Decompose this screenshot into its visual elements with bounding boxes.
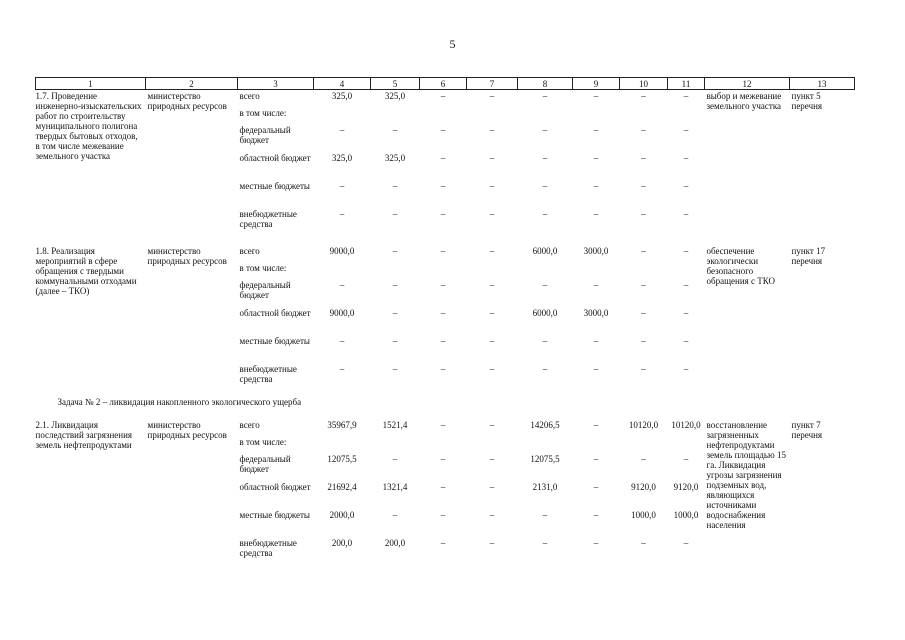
value-cell: –: [542, 153, 548, 163]
value-cell: –: [489, 336, 495, 346]
value-cell: –: [593, 336, 599, 346]
funding-source-label: местные бюджеты: [239, 181, 310, 191]
value-cell: [314, 436, 371, 453]
funding-source-label: внебюджетные средства: [239, 364, 297, 384]
value-cell: –: [440, 91, 446, 101]
value-cell: –: [593, 510, 599, 520]
table-body: [36, 90, 855, 566]
header-cell: 4: [314, 78, 371, 90]
value-cell: –: [489, 510, 495, 520]
header-cell: 10: [620, 78, 668, 90]
value-cell: 14206,5: [530, 420, 560, 430]
value-cell: –: [392, 280, 398, 290]
funding-source-label: областной бюджет: [239, 482, 311, 492]
value-cell: [371, 107, 420, 124]
header-cell: 3: [238, 78, 314, 90]
value-cell: –: [641, 153, 646, 163]
value-cell: –: [542, 510, 548, 520]
value-cell: –: [440, 246, 446, 256]
value-cell: 9120,0: [631, 482, 656, 492]
value-cell: [420, 262, 467, 279]
funding-source-label: в том числе:: [239, 108, 287, 118]
value-cell: –: [392, 125, 398, 135]
value-cell: –: [683, 91, 689, 101]
value-cell: –: [489, 125, 495, 135]
value-cell: 3000,0: [583, 246, 609, 256]
value-cell: –: [593, 181, 599, 191]
value-cell: [467, 262, 518, 279]
value-cell: [467, 436, 518, 453]
value-cell: [467, 107, 518, 124]
value-cell: –: [593, 91, 599, 101]
value-cell: –: [392, 181, 398, 191]
value-cell: 325,0: [384, 153, 406, 163]
header-cell: 5: [371, 78, 420, 90]
value-cell: –: [440, 209, 446, 219]
value-cell: –: [593, 209, 599, 219]
value-cell: –: [392, 364, 398, 374]
value-cell: –: [440, 454, 446, 464]
value-cell: –: [489, 246, 495, 256]
table-row: [36, 419, 855, 436]
value-cell: [314, 262, 371, 279]
program-table: [35, 77, 855, 565]
cell-c13: пункт 5 перечня: [791, 91, 823, 111]
value-cell: –: [489, 91, 495, 101]
value-cell: 10120,0: [671, 420, 701, 430]
value-cell: –: [339, 336, 345, 346]
value-cell: –: [593, 538, 599, 548]
task-heading: Задача № 2 – ликвидация накопленного экологического ущерба: [57, 397, 302, 407]
value-cell: –: [489, 420, 495, 430]
value-cell: –: [683, 364, 689, 374]
value-cell: –: [489, 280, 495, 290]
value-cell: –: [593, 454, 599, 464]
header-cell: 6: [420, 78, 467, 90]
value-cell: [573, 262, 620, 279]
value-cell: [518, 262, 573, 279]
funding-source-label: всего: [239, 91, 260, 101]
value-cell: –: [641, 308, 646, 318]
value-cell: –: [440, 125, 446, 135]
value-cell: –: [440, 153, 446, 163]
value-cell: [518, 107, 573, 124]
value-cell: –: [641, 280, 646, 290]
value-cell: –: [339, 209, 345, 219]
value-cell: 9120,0: [673, 482, 699, 492]
value-cell: 12075,5: [327, 454, 357, 464]
table-row: [36, 90, 855, 108]
value-cell: –: [641, 246, 646, 256]
value-cell: –: [440, 308, 446, 318]
cell-c13: пункт 7 перечня: [791, 420, 823, 440]
value-cell: 2000,0: [329, 510, 355, 520]
cell-c12: обеспечение экологически безопасного обращения с ТКО: [706, 246, 776, 286]
task-row: [36, 391, 855, 419]
table-row: [36, 245, 855, 262]
value-cell: –: [542, 125, 548, 135]
header-cell: 9: [573, 78, 620, 90]
value-cell: [620, 262, 668, 279]
value-cell: –: [683, 336, 689, 346]
value-cell: –: [489, 454, 495, 464]
value-cell: [668, 436, 705, 453]
value-cell: –: [542, 209, 548, 219]
value-cell: [668, 262, 705, 279]
value-cell: [620, 107, 668, 124]
value-cell: 1321,4: [382, 482, 408, 492]
value-cell: –: [489, 153, 495, 163]
funding-source-label: федеральный бюджет: [239, 125, 291, 145]
cell-c2: министерство природных ресурсов: [147, 91, 227, 111]
value-cell: –: [641, 181, 646, 191]
value-cell: 9000,0: [329, 308, 355, 318]
value-cell: –: [593, 153, 599, 163]
value-cell: –: [489, 181, 495, 191]
value-cell: –: [542, 91, 548, 101]
value-cell: 12075,5: [530, 454, 560, 464]
value-cell: –: [392, 246, 398, 256]
value-cell: –: [683, 153, 689, 163]
value-cell: 6000,0: [532, 308, 558, 318]
value-cell: –: [489, 538, 495, 548]
value-cell: –: [641, 91, 646, 101]
value-cell: –: [440, 482, 446, 492]
value-cell: 325,0: [384, 91, 406, 101]
value-cell: –: [440, 538, 446, 548]
cell-c1: 1.8. Реализация мероприятий в сфере обращения с твердыми коммунальными отходами (далее – ТКО): [35, 246, 137, 296]
value-cell: 2131,0: [532, 482, 558, 492]
value-cell: –: [392, 510, 398, 520]
value-cell: 10120,0: [628, 420, 659, 430]
cell-c2: министерство природных ресурсов: [147, 420, 227, 440]
value-cell: 325,0: [331, 153, 353, 163]
value-cell: –: [593, 125, 599, 135]
value-cell: –: [683, 246, 689, 256]
value-cell: –: [440, 336, 446, 346]
cell-c1: 1.7. Проведение инженерно-изыскательских работ по строительству муниципального полигона твердых бытовых отходов, в том числе межевание земельного участка: [35, 91, 142, 161]
value-cell: –: [542, 280, 548, 290]
header-cell: 8: [518, 78, 573, 90]
value-cell: [518, 436, 573, 453]
value-cell: –: [593, 420, 599, 430]
value-cell: –: [440, 181, 446, 191]
funding-source-label: местные бюджеты: [239, 510, 310, 520]
header-cell: 13: [790, 78, 855, 90]
value-cell: –: [683, 454, 689, 464]
funding-source-label: областной бюджет: [239, 153, 311, 163]
header-cell: 12: [705, 78, 790, 90]
value-cell: [573, 436, 620, 453]
value-cell: –: [641, 364, 646, 374]
funding-source-label: федеральный бюджет: [239, 454, 291, 474]
value-cell: [371, 262, 420, 279]
funding-source-label: внебюджетные средства: [239, 538, 297, 558]
value-cell: –: [339, 364, 345, 374]
value-cell: –: [683, 209, 689, 219]
value-cell: 1000,0: [631, 510, 656, 520]
value-cell: –: [542, 181, 548, 191]
header-cell: 1: [36, 78, 146, 90]
value-cell: –: [339, 125, 345, 135]
value-cell: –: [641, 454, 646, 464]
cell-c1: 2.1. Ликвидация последствий загрязнения земель нефтепродуктами: [35, 420, 133, 450]
cell-c12: восстановление загрязненных нефтепродуктами земель площадью 15 га. Ликвидация угрозы загрязнения подземных вод, являющихся источниками водоснабжения населения: [706, 420, 786, 530]
value-cell: –: [641, 538, 646, 548]
value-cell: [668, 107, 705, 124]
cell-c12: выбор и межевание земельного участка: [706, 91, 782, 111]
funding-source-label: всего: [239, 246, 260, 256]
header-cell: 7: [467, 78, 518, 90]
value-cell: –: [392, 209, 398, 219]
value-cell: 21692,4: [327, 482, 357, 492]
value-cell: 6000,0: [532, 246, 558, 256]
value-cell: –: [392, 308, 398, 318]
cell-c13: пункт 17 перечня: [791, 246, 826, 266]
funding-source-label: областной бюджет: [239, 308, 311, 318]
value-cell: –: [593, 364, 599, 374]
value-cell: 200,0: [384, 538, 406, 548]
value-cell: 9000,0: [329, 246, 355, 256]
value-cell: –: [440, 364, 446, 374]
cell-c2: министерство природных ресурсов: [147, 246, 227, 266]
value-cell: –: [440, 420, 446, 430]
value-cell: 1521,4: [382, 420, 408, 430]
value-cell: –: [593, 280, 599, 290]
value-cell: 1000,0: [673, 510, 699, 520]
value-cell: –: [489, 482, 495, 492]
value-cell: 35967,9: [327, 420, 357, 430]
header-cell: 11: [668, 78, 705, 90]
value-cell: 325,0: [331, 91, 353, 101]
funding-source-label: местные бюджеты: [239, 336, 310, 346]
value-cell: [314, 107, 371, 124]
funding-source-label: федеральный бюджет: [239, 280, 291, 300]
value-cell: –: [641, 125, 646, 135]
value-cell: –: [593, 482, 599, 492]
funding-source-label: внебюджетные средства: [239, 209, 297, 229]
page-number: 5: [449, 37, 456, 51]
funding-source-label: в том числе:: [239, 437, 287, 447]
value-cell: –: [339, 181, 345, 191]
value-cell: –: [440, 510, 446, 520]
value-cell: –: [440, 280, 446, 290]
value-cell: –: [683, 125, 689, 135]
value-cell: –: [683, 280, 689, 290]
value-cell: –: [489, 364, 495, 374]
value-cell: –: [489, 209, 495, 219]
funding-source-label: всего: [239, 420, 260, 430]
value-cell: –: [542, 336, 548, 346]
spacer-row: [36, 236, 855, 245]
value-cell: –: [489, 308, 495, 318]
value-cell: –: [641, 336, 646, 346]
value-cell: –: [542, 538, 548, 548]
value-cell: [371, 436, 420, 453]
value-cell: –: [683, 538, 689, 548]
value-cell: 3000,0: [583, 308, 609, 318]
value-cell: [620, 436, 668, 453]
value-cell: –: [339, 280, 345, 290]
value-cell: –: [542, 364, 548, 374]
value-cell: –: [641, 209, 646, 219]
header-cell: 2: [146, 78, 238, 90]
value-cell: [573, 107, 620, 124]
value-cell: 200,0: [331, 538, 353, 548]
value-cell: [420, 107, 467, 124]
header-row: [36, 78, 855, 90]
value-cell: –: [392, 454, 398, 464]
value-cell: [420, 436, 467, 453]
value-cell: –: [683, 308, 689, 318]
value-cell: –: [683, 181, 689, 191]
value-cell: –: [392, 336, 398, 346]
funding-source-label: в том числе:: [239, 263, 287, 273]
